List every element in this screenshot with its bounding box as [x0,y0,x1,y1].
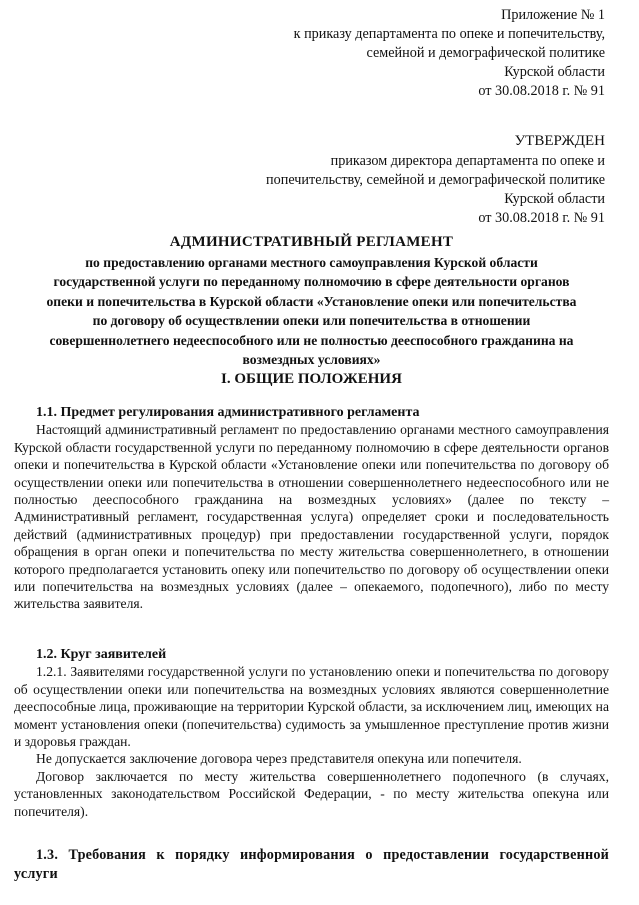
section-title: I. ОБЩИЕ ПОЛОЖЕНИЯ [221,371,402,387]
regulation-title-line-5: совершеннолетнего недееспособного или не полностью дееспособного гражданина на [49,332,574,348]
approval-heading: УТВЕРЖДЕН [514,133,605,149]
annex-number: Приложение № 1 [501,7,605,23]
subsection-1-1-text: Настоящий административный регламент по предоставлению органами местного самоуправления Курской области государственной услуги по переданному полномочию в сфере деятельности органов опеки и попечительства в Курской области «Установление опеки или попечительства по договору об осуществлении опеки или попечительства в отношении совершеннолетнего недееспособного или не полностью дееспособного гражданина на возмездных условиях» (далее по тексту – Административный регламент, государственная услуга) определяет сроки и последовательность действий (административных процедур) при предоставлении государственной услуги, порядок обращения в орган опеки и попечительства по месту жительства совершеннолетнего, в отношении которого предполагается установить опеку или попечительство по договору об осуществлении опеки или попечительства на возмездных условиях (далее – опекаемого, подопечного), либо по месту жительства заявителя. [14,422,609,612]
approval-line-1: приказом директора департамента по опеке и [330,153,605,169]
annex-date: от 30.08.2018 г. № 91 [478,83,605,99]
approval-date: от 30.08.2018 г. № 91 [478,210,605,226]
annex-block [294,6,605,101]
subsection-1-2-title: 1.2. Круг заявителей [36,647,167,662]
subsection-1-2 [14,646,609,820]
subsection-1-1 [14,404,609,613]
subsection-1-2-p3: Договор заключается по месту жительства совершеннолетнего подопечного (в случаях, установленных законодательством Российской Федерации, - по месту жительства опекуна или попечителя). [14,768,609,819]
regulation-title-line-4: по договору об осуществлении опеки или попечительства в отношении [92,313,531,329]
subsection-1-1-title: 1.1. Предмет регулирования административного регламента [36,405,420,420]
annex-order-ref: к приказу департамента по опеке и попечительству, [293,26,605,42]
subsection-1-3-title: 1.3. Требования к порядку информирования о предоставлении государственной услуги [14,847,609,882]
approval-line-3: Курской области [504,191,605,207]
subsection-1-3 [14,846,609,884]
approval-block [266,132,605,228]
regulation-title-line-6: возмездных условиях» [242,352,381,368]
approval-line-2: попечительству, семейной и демографической политике [266,172,605,188]
regulation-title-main: АДМИНИСТРАТИВНЫЙ РЕГЛАМЕНТ [169,234,454,250]
subsection-1-2-p1: 1.2.1. Заявителями государственной услуги по установлению опеки и попечительства по договору об осуществлении опеки или попечительства на возмездных условиях являются совершеннолетние дееспособные лица, проживающие на территории Курской области, за исключением лиц, имеющих на момент установления опеки (попечительства) судимость за умышленное преступление против жизни и здоровья граждан. [14,664,609,750]
subsection-1-2-p2: Не допускается заключение договора через представителя опекуна или попечителя. [36,751,522,767]
regulation-title-line-2: государственной услуги по переданному полномочию в сфере деятельности органов [53,274,570,290]
regulation-title-line-3: опеки и попечительства в Курской области «Установление опеки или попечительства [46,293,577,309]
annex-region: Курской области [504,64,605,80]
regulation-title-line-1: по предоставлению органами местного самоуправления Курской области [85,255,538,270]
regulation-title [14,231,609,369]
annex-policy: семейной и демографической политике [366,45,605,61]
